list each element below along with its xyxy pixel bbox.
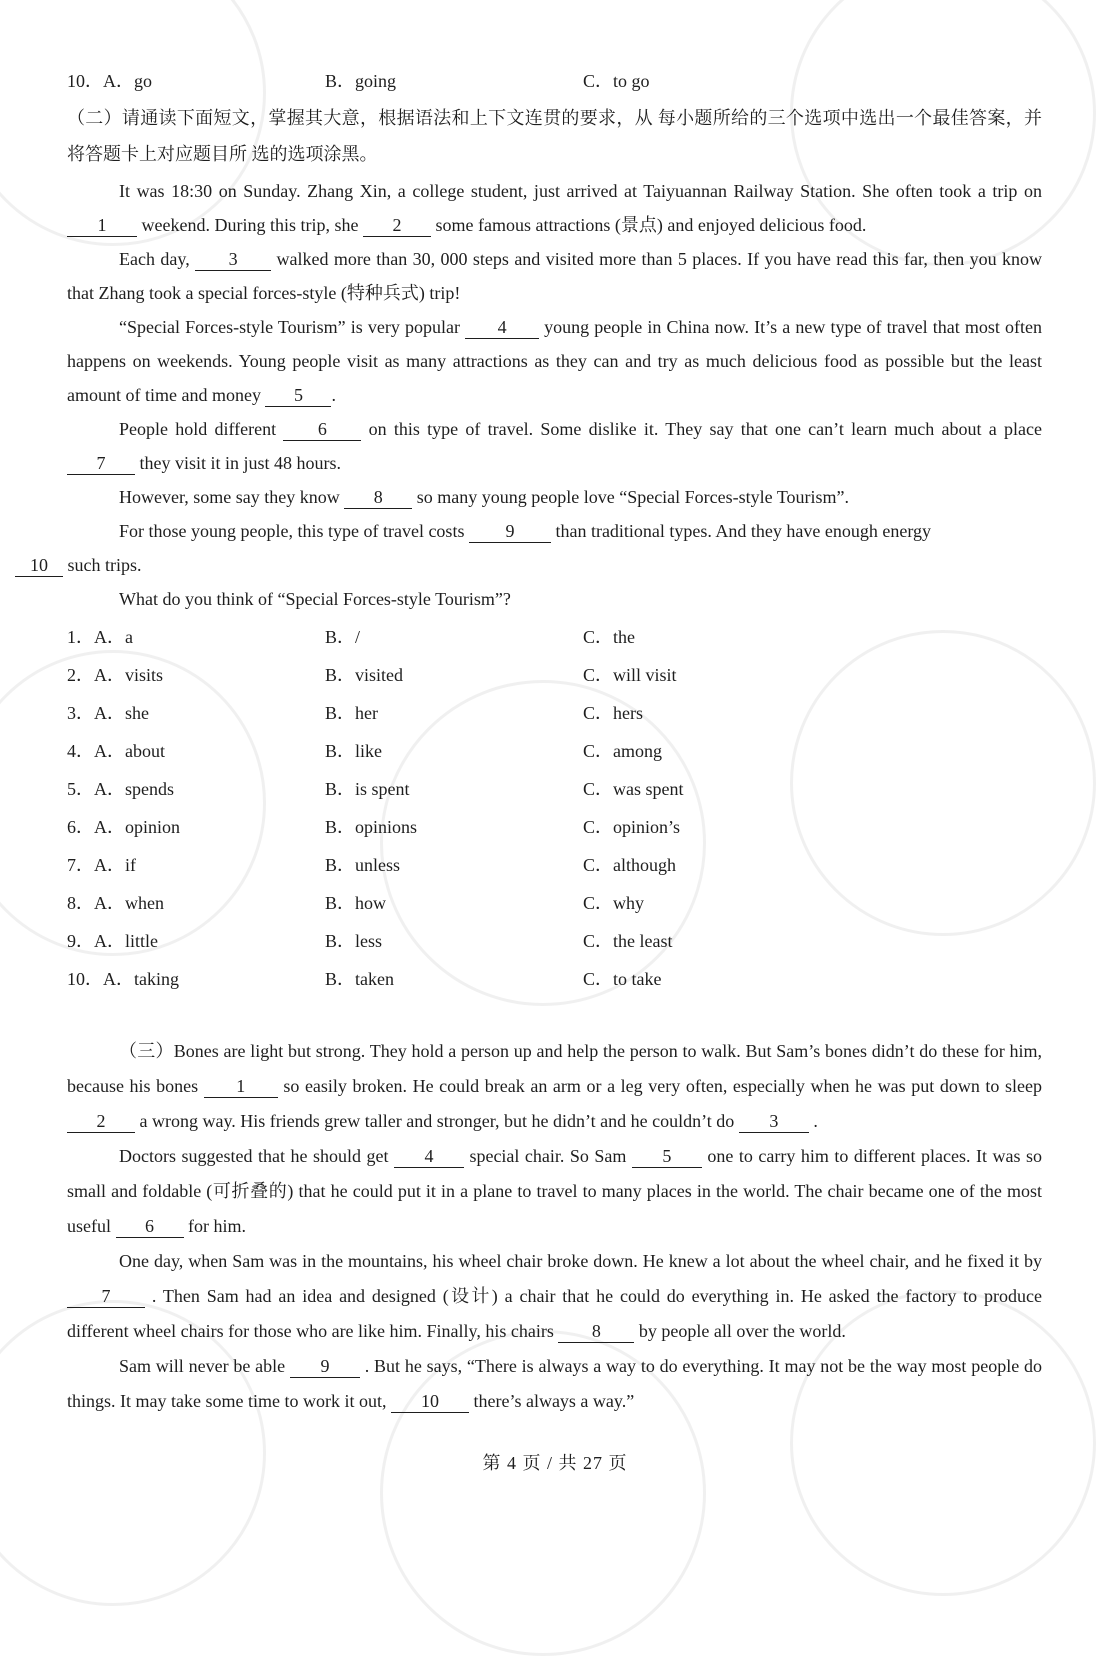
- blank-3: 3: [739, 1110, 809, 1133]
- option-row: 2．A．visits B．visited C．will visit: [67, 665, 677, 685]
- page-footer: 第 4 页 / 共 27 页: [482, 1453, 628, 1473]
- blank-8: 8: [558, 1320, 634, 1343]
- blank-1: 1: [67, 214, 137, 237]
- closing-question: What do you think of “Special Forces-style Tourism”?: [119, 589, 511, 609]
- blank-1: 1: [204, 1075, 278, 1098]
- blank-7: 7: [67, 1285, 145, 1308]
- section-3-passage: （三）Bones are light but strong. They hold a person up and help the person to walk. But Sam’s bones didn’t do these for him, because his bones 1 so easily broken. He could break an arm or a leg very often, especially when he was put down to sleep 2 a wrong way. His friends grew taller and stronger, but he didn’t and he couldn’t do 3 . Doctors suggested that he should get 4 special chair. So Sam 5 one to carry him to different places. It was so small and foldable (可折叠的) that he could put it in a plane to travel to many places in the world. The chair became one of the most useful 6 for him. One day, when Sam was in the mountains, his wheel chair broke down. He knew a lot about the wheel chair, and he fixed it by 7 . Then Sam had an idea and designed (设计) a chair that he could do everything in. He asked the factory to produce different wheel chairs for those who are like him. Finally, his chairs 8 by people all over the world. Sam will never be able 9 . But he says, “There is always a way to do everything. It may not be the way most people do things. It may take some time to work it out, 10 there’s always a way.”: [67, 1041, 1042, 1411]
- blank-2: 2: [67, 1110, 135, 1133]
- option-row: 6．A．opinion B．opinions C．opinion’s: [67, 817, 681, 837]
- document-page: [30, 62, 1042, 1419]
- blank-7: 7: [67, 452, 135, 475]
- option-row: 9．A．little B．less C．the least: [67, 931, 673, 951]
- blank-4: 4: [465, 316, 539, 339]
- blank-10: 10: [15, 554, 63, 577]
- option-row: 3．A．she B．her C．hers: [67, 703, 643, 723]
- option-row: 8．A．when B．how C．why: [67, 893, 645, 913]
- blank-2: 2: [363, 214, 431, 237]
- blank-5: 5: [265, 384, 331, 407]
- section-2-passage: It was 18:30 on Sunday. Zhang Xin, a college student, just arrived at Taiyuannan Railway Station. She often took a trip on 1 weekend. During this trip, she 2 some famous attractions (景点) and enjoyed delicious food. Each day, 3 walked more than 30, 000 steps and visited more than 5 places. If you have read this far, then you know that Zhang took a special forces-style (特种兵式) trip! “Special Forces-style Tourism” is very popular 4 young people in China now. It’s a new type of travel that most often happens on weekends. Young people visit as many attractions as they can and try as much delicious food as possible but the least amount of time and money 5 . People hold different 6 on this type of travel. Some dislike it. They say that one can’t learn much about a place 7 they visit it in just 48 hours. However, some say they know 8 so many young people love “Special Forces-style Tourism”. For those young people, this type of travel costs 9 than traditional types. And they have enough energy 10 such trips. What do you think of “Special Forces-style Tourism”?: [67, 174, 1042, 616]
- option-c: C．to go: [583, 71, 650, 91]
- blank-6: 6: [116, 1215, 184, 1238]
- section-2-options: [67, 618, 1042, 998]
- blank-9: 9: [469, 520, 551, 543]
- question-10-options: [67, 62, 1042, 100]
- blank-4: 4: [394, 1145, 464, 1168]
- option-row: 1．A．a B．/ C．the: [67, 627, 635, 647]
- option-a: go: [134, 71, 152, 91]
- option-row: 5．A．spends B．is spent C．was spent: [67, 779, 684, 799]
- blank-10: 10: [391, 1390, 469, 1413]
- blank-5: 5: [632, 1145, 702, 1168]
- blank-3: 3: [195, 248, 271, 271]
- option-row: 4．A．about B．like C．among: [67, 741, 662, 761]
- section-2-instruction: （二）请通读下面短文，掌握其大意，根据语法和上下文连贯的要求，从 每小题所给的三个选项中选出一个最佳答案，并将答题卡上对应题目所 选的选项涂黑。: [67, 108, 1042, 164]
- option-row: 7．A．if B．unless C．although: [67, 855, 676, 875]
- blank-9: 9: [290, 1355, 360, 1378]
- option-row: 10．A．taking B．taken C．to take: [67, 969, 662, 989]
- blank-8: 8: [344, 486, 412, 509]
- option-number: 10．A．: [67, 71, 134, 91]
- blank-6: 6: [283, 418, 361, 441]
- option-b: B．going: [325, 71, 397, 91]
